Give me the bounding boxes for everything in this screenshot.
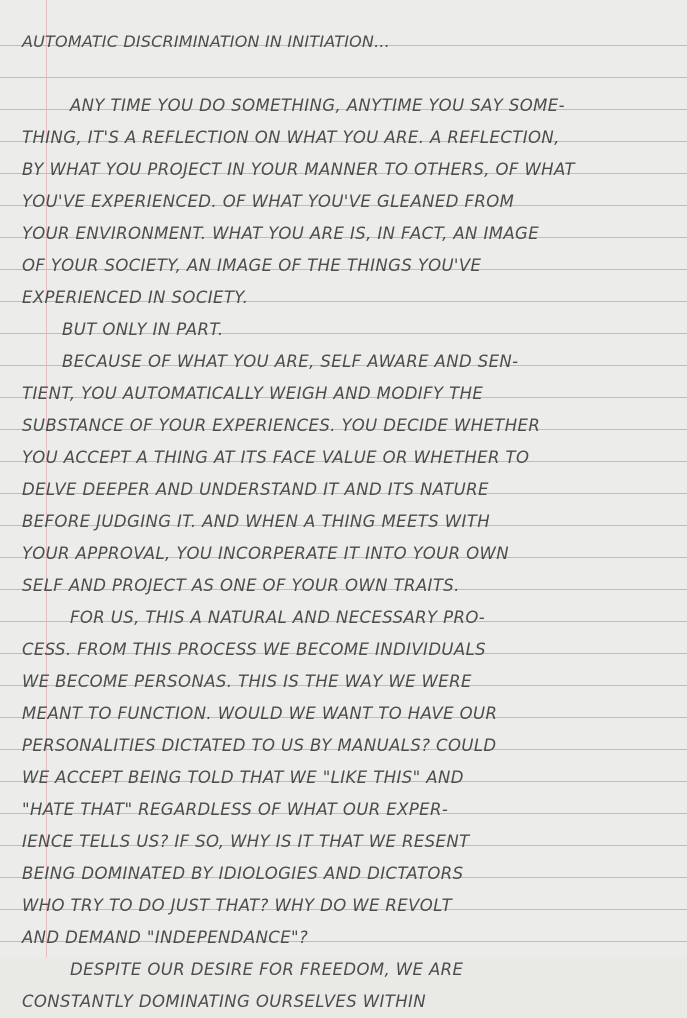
text-line: TIENT, YOU AUTOMATICALLY WEIGH AND MODIFY THE <box>22 384 484 403</box>
blank-line <box>22 58 672 90</box>
text-line: FOR US, THIS A NATURAL AND NECESSARY PRO- <box>70 608 486 627</box>
text-line: CONSTANTLY DOMINATING OURSELVES WITHIN <box>22 992 427 1011</box>
text-line: BUT ONLY IN PART. <box>62 320 224 339</box>
text-line: BEFORE JUDGING IT. AND WHEN A THING MEETS WITH <box>22 512 491 531</box>
text-line: WHO TRY TO DO JUST THAT? WHY DO WE REVOLT <box>22 896 453 915</box>
document-title: AUTOMATIC DISCRIMINATION IN INITIATION... <box>22 32 390 51</box>
handwritten-text <box>22 26 672 1018</box>
text-line: "HATE THAT" REGARDLESS OF WHAT OUR EXPER- <box>22 800 449 819</box>
text-line: WE BECOME PERSONAS. THIS IS THE WAY WE WERE <box>22 672 472 691</box>
text-line: BEING DOMINATED BY IDIOLOGIES AND DICTATORS <box>22 864 464 883</box>
text-line: SUBSTANCE OF YOUR EXPERIENCES. YOU DECIDE WHETHER <box>22 416 541 435</box>
text-line: OF YOUR SOCIETY, AN IMAGE OF THE THINGS YOU'VE <box>22 256 482 275</box>
text-line: DELVE DEEPER AND UNDERSTAND IT AND ITS NATURE <box>22 480 489 499</box>
text-line: BY WHAT YOU PROJECT IN YOUR MANNER TO OTHERS, OF WHAT <box>22 160 575 179</box>
text-line: YOUR ENVIRONMENT. WHAT YOU ARE IS, IN FACT, AN IMAGE <box>22 224 540 243</box>
text-line: AND DEMAND "INDEPENDANCE"? <box>22 928 309 947</box>
text-line: YOUR APPROVAL, YOU INCORPERATE IT INTO YOUR OWN <box>22 544 510 563</box>
text-line: MEANT TO FUNCTION. WOULD WE WANT TO HAVE OUR <box>22 704 498 723</box>
text-line: BECAUSE OF WHAT YOU ARE, SELF AWARE AND SEN- <box>62 352 519 371</box>
text-line: IENCE TELLS US? IF SO, WHY IS IT THAT WE RESENT <box>22 832 470 851</box>
text-line: YOU'VE EXPERIENCED. OF WHAT YOU'VE GLEANED FROM <box>22 192 515 211</box>
text-line: PERSONALITIES DICTATED TO US BY MANUALS? COULD <box>22 736 497 755</box>
text-line: ANY TIME YOU DO SOMETHING, ANYTIME YOU SAY SOME- <box>70 96 565 115</box>
text-line: DESPITE OUR DESIRE FOR FREEDOM, WE ARE <box>70 960 464 979</box>
text-line: CESS. FROM THIS PROCESS WE BECOME INDIVIDUALS <box>22 640 487 659</box>
text-line: WE ACCEPT BEING TOLD THAT WE "LIKE THIS" AND <box>22 768 464 787</box>
text-line: YOU ACCEPT A THING AT ITS FACE VALUE OR WHETHER TO <box>22 448 530 467</box>
text-line: EXPERIENCED IN SOCIETY. <box>22 288 249 307</box>
text-line: THING, IT'S A REFLECTION ON WHAT YOU ARE. A REFLECTION, <box>22 128 560 147</box>
text-line: SELF AND PROJECT AS ONE OF YOUR OWN TRAITS. <box>22 576 460 595</box>
